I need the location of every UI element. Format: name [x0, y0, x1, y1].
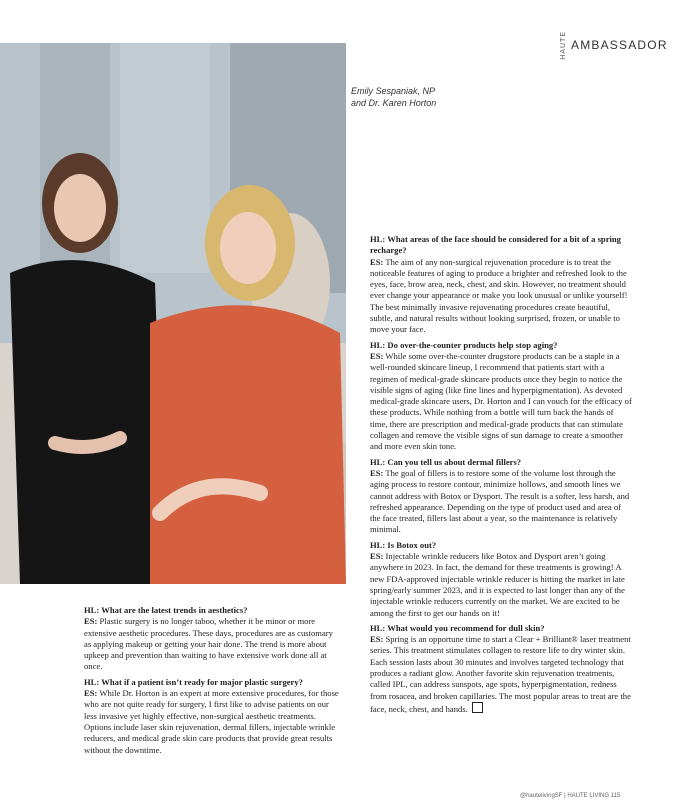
section-title: AMBASSADOR [571, 38, 668, 52]
answer: The aim of any non-surgical rejuvenation procedure is to treat the noticeable features of aging to produce a brighter and refreshed look to the eyes, face, brow area, neck, chest, and skin. However, no treatment should ever change your appearance or make you look unusual or unlike yourself! The best minimally invasive rejuvenating procedures create beautiful, subtle, and natural results without looking surprised, frozen, or unable to move your face. [370, 256, 628, 335]
answer-label: ES: [84, 688, 98, 699]
qa-block [370, 540, 632, 619]
answer: Injectable wrinkle reducers like Botox and Dysport aren’t going anywhere in 2023. In fact, the demand for these treatments is growing! A new FDA-approved injectable wrinkle reducer is hitting the market in late spring/early summer 2023, and it is expected to last longer than any of the injectable wrinkle reducers currently on the market. We are excited to be among the first to get our hands on it! [370, 551, 625, 618]
question: HL: What areas of the face should be considered for a bit of a spring recharge? [370, 234, 621, 256]
qa-block [370, 340, 632, 453]
question: HL: What if a patient isn’t ready for major plastic surgery? [84, 676, 303, 687]
answer: Spring is an opportune time to start a Clear + Brilliant® laser treatment series. This treatment stimulates collagen to restore life to dry winter skin. Each session lasts about 30 minutes and involves targeted technology that produces a radiant glow. Another favorite skin rejuvenation treatments, called IPL, can address sunspots, age spots, hyperpigmentation, redness from rosacea, and broken capillaries. The most popular areas to treat are the face, neck, chest, and hands. [370, 634, 631, 714]
portrait-photo [0, 43, 346, 584]
answer: The goal of fillers is to restore some of the volume lost through the aging process to restore contour, minimize hollows, and smooth lines we cannot address with Botox or Dysport. The result is a softer, less harsh, and refreshed appearance. Depending on the type of product used and area of the face treated, fillers last about a year, so the maintenance is relatively minimal. [370, 467, 630, 535]
qa-block [84, 677, 339, 756]
caption-line-1: Emily Sespaniak, NP [351, 86, 436, 96]
qa-block [370, 623, 632, 715]
question: HL: What are the latest trends in aesthetics? [84, 605, 248, 615]
right-column [370, 234, 632, 719]
left-column [84, 605, 339, 760]
section-vertical-label: HAUTE [560, 30, 567, 60]
answer: While some over-the-counter drugstore products can be a staple in a well-rounded skincare lineup, I recommend that patients start with a regimen of medical-grade skincare products once they begin to notice the visible signs of aging (like fine lines and hyperpigmentation). As devoted medical-grade skincare users, Dr. Horton and I can vouch for the efficacy of these products. While nothing from a bottle will turn back the hands of time, there are prescription and medical-grade products that can stimulate collagen and remove the visible signs of sun damage to create a smoother and more even skin tone. [370, 350, 632, 452]
answer-label: ES: [370, 256, 384, 267]
question: HL: What would you recommend for dull skin? [370, 622, 545, 633]
answer: Plastic surgery is no longer taboo, whether it be minor or more extensive aesthetic procedures. These days, procedures are as customary as applying makeup or getting your hair done. The trend is more about upkeep and prevention than waiting to have extensive work done all at once. [84, 616, 333, 672]
answer: While Dr. Horton is an expert at more extensive procedures, for those who are not quite ready for surgery, I first like to advise patients on our less invasive yet highly effective, non-surgical aesthetic treatments. Options include laser skin rejuvenation, dermal fillers, injectable wrinkle reducers, and medical grade skin care products that provide great results without the downtime. [84, 688, 339, 755]
answer-label: ES: [370, 350, 384, 361]
answer-label: ES: [84, 616, 98, 627]
answer-label: ES: [370, 551, 384, 562]
portrait-illustration [0, 43, 346, 584]
photo-caption [351, 85, 436, 109]
answer-label: ES: [370, 467, 384, 478]
question: HL: Is Botox out? [370, 539, 437, 550]
end-mark-icon [472, 702, 483, 713]
answer-label: ES: [370, 634, 384, 645]
qa-block [370, 457, 632, 536]
page-footer: @hautelivingSF | HAUTE LIVING 115 [520, 793, 621, 799]
section-header [560, 30, 668, 60]
qa-block [84, 605, 339, 673]
question: HL: Can you tell us about dermal fillers? [370, 456, 522, 467]
caption-line-2: and Dr. Karen Horton [351, 98, 437, 108]
question: HL: Do over-the-counter products help stop aging? [370, 339, 558, 350]
qa-block [370, 234, 632, 336]
